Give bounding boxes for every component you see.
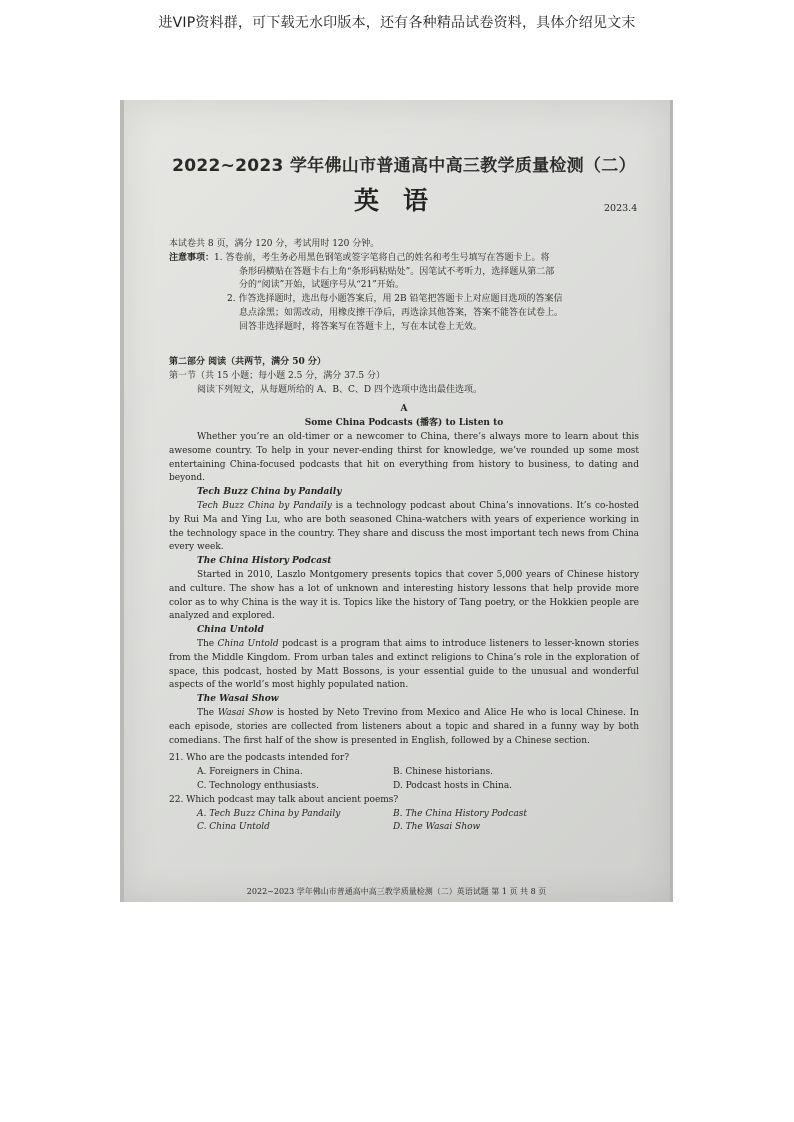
part2-heading: 第二部分 阅读（共两节，满分 50 分） (169, 357, 326, 367)
q21-option-d: D. Podcast hosts in China. (393, 780, 513, 791)
passage-letter: A (400, 404, 408, 415)
reading-instruction: 阅读下列短文，从每题所给的 A、B、C、D 四个选项中选出最佳选项。 (197, 384, 482, 395)
podcast-4-prefix: The (197, 707, 218, 718)
promo-banner: 进VIP资料群，可下载无水印版本，还有各种精品试卷资料，具体介绍见文末 (158, 15, 636, 31)
podcast-heading-1: Tech Buzz China by Pandaily (197, 487, 342, 498)
exam-photo (120, 100, 673, 902)
podcast-3-body: podcast is a program that aims to introduce listeners to lesser-known stories from the Middle Kingdom. From urban tales and extinct religions to China’s role in the exploration of space, this podcast, hosted by Matt Bossons, is your essential guide to the unusual and wonderful aspects of the world’s most highly populated nation. (169, 638, 639, 691)
podcast-paragraph-2: Started in 2010, Laszlo Montgomery presents topics that cover 5,000 years of Chinese history and culture. The show has a lot of unknown and interesting history lessons that help provide more color as to why China is the way it is. Topics like the history of Tang poetry, or the Hokkien people are analyzed and explored. (169, 569, 639, 622)
podcast-3-lead: China Untold (217, 638, 279, 649)
q22-option-c: C. China Untold (197, 822, 270, 833)
exam-instructions (169, 238, 639, 335)
photo-left-edge (120, 100, 124, 902)
note-1b: 条形码横贴在答题卡右上角“条形码粘贴处”。因笔试不考听力，选择题从第二部 (239, 266, 555, 277)
podcast-heading-3: China Untold (197, 625, 264, 636)
photo-right-edge (670, 100, 673, 902)
note-1-text: 1. 答卷前，考生务必用黑色钢笔或签字笔将自己的姓名和考生号填写在答题卡上。将 (214, 252, 550, 263)
podcast-4-lead: Wasai Show (217, 707, 274, 718)
q22-option-b: B. The China History Podcast (393, 808, 528, 819)
note-2c: 回答非选择题时，将答案写在答题卡上，写在本试卷上无效。 (239, 321, 483, 332)
passage-intro: Whether you’re an old-timer or a newcomer to China, there’s always more to learn about this awesome country. To help in your never-ending thirst for knowledge, we’ve rounded up some most entertaining China-focused podcasts that hit on everything from history to business, to dating and beyond. (169, 431, 639, 484)
podcast-paragraph-4 (169, 707, 639, 748)
exam-title: 2022~2023 学年佛山市普通高中高三教学质量检测（二） (172, 156, 636, 176)
intro-line: 本试卷共 8 页，满分 120 分，考试用时 120 分钟。 (169, 239, 380, 249)
notes-label: 注意事项： (169, 252, 215, 263)
podcast-1-lead: Tech Buzz China by Pandaily (197, 500, 332, 511)
podcast-paragraph-1 (169, 500, 639, 555)
podcast-3-prefix: The (197, 638, 218, 649)
q22-options-row1 (169, 808, 639, 822)
passage-title: Some China Podcasts (播客) to Listen to (304, 418, 504, 429)
note-2b: 息点涂黑；如需改动，用橡皮擦干净后，再选涂其他答案，答案不能答在试卷上。 (239, 307, 564, 318)
podcast-4-body: is hosted by Neto Trevino from Mexico and Alice He who is local Chinese. In each episode, stories are collected from listeners about a topic and shared in a funny way by both comedians. The first half of the show is presented in English, followed by a Chinese section. (169, 707, 639, 746)
note-1c: 分的“阅读”开始，试题序号从“21”开始。 (239, 280, 404, 291)
question-21: 21. Who are the podcasts intended for? (169, 753, 350, 764)
podcast-1-body: is a technology podcast about China’s innovations. It’s co-hosted by Rui Ma and Ying Lu, who are both seasoned China-watchers with years of experience working in the technology space in the country. They share and discuss the most important tech news from China every week. (169, 500, 639, 553)
exam-date: 2023.4 (604, 203, 638, 214)
note-1 (169, 252, 639, 266)
q21-options-row2 (169, 780, 639, 794)
q22-option-a: A. Tech Buzz China by Pandaily (197, 808, 341, 819)
page-footer: 2022~2023 学年佛山市普通高中高三教学质量检测（二）英语试题 第 1 页 共 8 页 (246, 887, 547, 896)
q22-option-d: D. The Wasai Show (393, 822, 481, 833)
reading-section (169, 356, 639, 835)
podcast-heading-2: The China History Podcast (197, 556, 332, 567)
podcast-heading-4: The Wasai Show (197, 694, 279, 705)
q21-options-row1 (169, 766, 639, 780)
q22-options-row2 (169, 821, 639, 835)
q21-option-c: C. Technology enthusiasts. (197, 780, 319, 791)
q21-option-a: A. Foreigners in China. (197, 767, 303, 778)
section1-heading: 第一节（共 15 小题；每小题 2.5 分，满分 37.5 分） (169, 370, 385, 381)
note-2: 2. 作答选择题时，选出每小题答案后，用 2B 铅笔把答题卡上对应题目选项的答案信 (227, 294, 563, 305)
q21-option-b: B. Chinese historians. (393, 767, 493, 778)
question-22: 22. Which podcast may talk about ancient poems? (169, 794, 399, 805)
exam-subject: 英语 (354, 186, 453, 215)
podcast-paragraph-3 (169, 638, 639, 693)
